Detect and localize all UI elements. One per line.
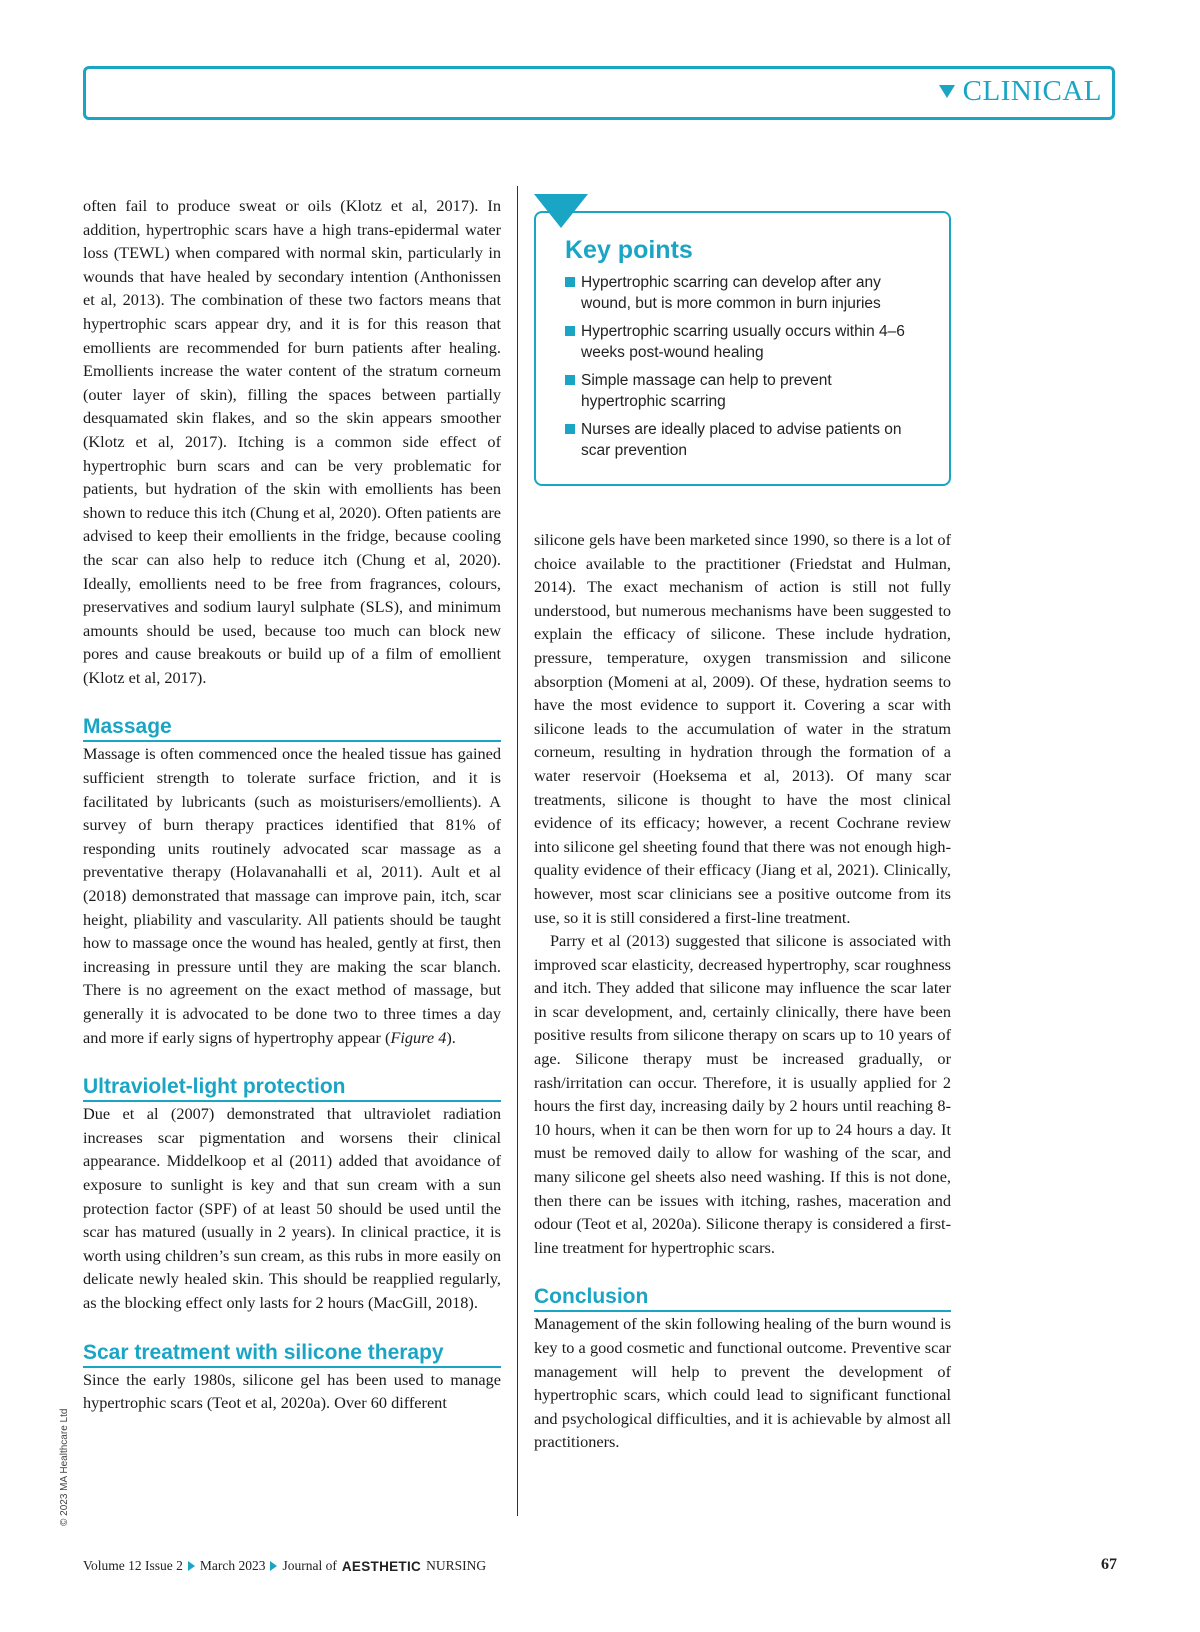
section-title: CLINICAL: [962, 75, 1102, 107]
triangle-down-icon: [939, 85, 955, 98]
silicone-heading: Scar treatment with silicone therapy: [83, 1340, 501, 1368]
keypoints-box: [534, 211, 951, 486]
footer-journal-suffix: NURSING: [426, 1558, 487, 1573]
bullet-square-icon: [565, 277, 575, 287]
keypoints-list: [565, 272, 919, 461]
uv-section: [83, 1074, 501, 1314]
parry-paragraph: Parry et al (2013) suggested that silicone is associated with improved scar elasticity, decreased hypertrophy, scar roughness and itch. They added that silicone may influence the scar later in scar development, and, certainly clinically, there have been positive results from silicone therapy on scars up to 10 years of age. Silicone therapy must be increased gradually, or rash/irritation can occur. Therefore, it is usually applied for 2 hours the first day, increasing daily by 2 hours until reaching 8-10 hours, when it can be then worn for up to 24 hours a day. It must be removed daily to allow for washing of the scar, and many silicone gel sheets also need washing. If this is not done, then there can be issues with itching, rashes, maceration and odour (Teot et al, 2020a). Silicone therapy is considered a first-line treatment for hypertrophic scars.: [534, 931, 951, 1257]
footer-volume: Volume 12 Issue 2: [83, 1558, 183, 1573]
arrow-right-icon: [270, 1561, 277, 1571]
keypoints-title: Key points: [565, 236, 693, 264]
bullet-square-icon: [565, 375, 575, 385]
column-divider: [517, 186, 518, 1516]
figure-reference: Figure 4: [390, 1027, 447, 1047]
right-column: [534, 528, 951, 1454]
conclusion-heading: Conclusion: [534, 1284, 951, 1312]
uv-paragraph: Due et al (2007) demonstrated that ultraviolet radiation increases scar pigmentation and worsens their clinical appearance. Middelkoop et al (2011) added that avoidance of exposure to sunlight is key and that sun cream with a sun protection factor (SPF) of at least 50 should be used until the scar has matured (usually in 2 years). In clinical practice, it is worth using children’s sun cream, as this rubs in more easily on delicate newly healed skin. This should be reapplied regularly, as the blocking effect only lasts for 2 hours (MacGill, 2018).: [83, 1104, 501, 1312]
bullet-square-icon: [565, 424, 575, 434]
footer-date: March 2023: [199, 1558, 266, 1573]
keypoint-item: Hypertrophic scarring can develop after any wound, but is more common in burn injuries: [565, 272, 919, 314]
footer-journal-prefix: Journal of: [282, 1558, 337, 1573]
left-column: [83, 194, 501, 1415]
section-label: [939, 75, 1102, 108]
silicone-continued-paragraph: silicone gels have been marketed since 1990, so there is a lot of choice available to the practitioner (Friedstat and Hulman, 2014). The exact mechanism of action is still not fully understood, but numerous mechanisms have been suggested to explain the efficacy of silicone. These include hydration, pressure, temperature, oxygen transmission and silicone absorption (Momeni at al, 2009). Of these, hydration seems to have the most evidence to support it. Covering a scar with silicone leads to the accumulation of water in the stratum corneum, resulting in hydration through the formation of a water reservoir (Hoeksema et al, 2013). Of many scar treatments, silicone is thought to have the most clinical evidence of its efficacy; however, a recent Cochrane review into silicone gel sheeting found that there was not enough high-quality evidence of their efficacy (Jiang et al, 2021). Clinically, however, most scar clinicians see a positive outcome from its use, so it is still considered a first-line treatment.: [534, 530, 951, 927]
massage-section: [83, 714, 501, 1049]
page-number: 67: [1101, 1556, 1117, 1573]
conclusion-section: [534, 1284, 951, 1454]
keypoint-item: Hypertrophic scarring usually occurs within 4–6 weeks post-wound healing: [565, 321, 919, 363]
uv-heading: Ultraviolet-light protection: [83, 1074, 501, 1102]
keypoint-item: Simple massage can help to prevent hypertrophic scarring: [565, 370, 919, 412]
copyright-notice: © 2023 MA Healthcare Ltd: [59, 1408, 70, 1526]
massage-paragraph: Massage is often commenced once the healed tissue has gained sufficient strength to tolerate surface friction, and it is facilitated by lubricants (such as moisturisers/emollients). A survey of burn therapy practices identified that 81% of responding units routinely advocated scar massage as a preventative therapy (Holavanahalli et al, 2011). Ault et al (2018) demonstrated that massage can improve pain, itch, scar height, pliability and vascularity. All patients should be taught how to massage once the wound has healed, gently at first, then increasing in pressure until they are making the scar blanch. There is no agreement on the exact method of massage, but generally it is advocated to be done two to three times a day and more if early signs of hypertrophy appear (Figure 4).: [83, 744, 501, 1047]
silicone-section: [83, 1340, 501, 1415]
silicone-paragraph: Since the early 1980s, silicone gel has been used to manage hypertrophic scars (Teot et al, 2020a). Over 60 different: [83, 1369, 501, 1413]
arrow-right-icon: [188, 1561, 195, 1571]
conclusion-paragraph: Management of the skin following healing of the burn wound is key to a good cosmetic and functional outcome. Preventive scar management will help to prevent the development of hypertrophic scars, which could lead to significant functional and psychological difficulties, and it is achievable by almost all practitioners.: [534, 1314, 951, 1452]
bullet-square-icon: [565, 326, 575, 336]
footer: [83, 1558, 486, 1574]
footer-journal-brand: AESTHETIC: [341, 1558, 422, 1574]
intro-paragraph: often fail to produce sweat or oils (Klotz et al, 2017). In addition, hypertrophic scars have a high trans-epidermal water loss (TEWL) when compared with normal skin, particularly in wounds that have healed by secondary intention (Anthonissen et al, 2013). The combination of these two factors means that hypertrophic scars appear dry, and it is for this reason that emollients are recommended for burn patients after healing. Emollients increase the water content of the stratum corneum (outer layer of skin), filling the spaces between partially desquamated skin flakes, and so the skin appears smoother (Klotz et al, 2017). Itching is a common side effect of hypertrophic burn scars and can be very problematic for patients, but hydration of the skin with emollients has been shown to reduce this itch (Chung et al, 2020). Often patients are advised to keep their emollients in the fridge, because cooling the scar can also help to reduce itch (Chung et al, 2020). Ideally, emollients need to be free from fragrances, colours, preservatives and sodium lauryl sulphate (SLS), and minimum amounts should be used, because too much can block new pores and cause breakouts or build up of a film of emollient (Klotz et al, 2017).: [83, 196, 501, 687]
section-header-bar: [83, 66, 1115, 120]
massage-heading: Massage: [83, 714, 501, 742]
keypoint-item: Nurses are ideally placed to advise patients on scar prevention: [565, 419, 919, 461]
